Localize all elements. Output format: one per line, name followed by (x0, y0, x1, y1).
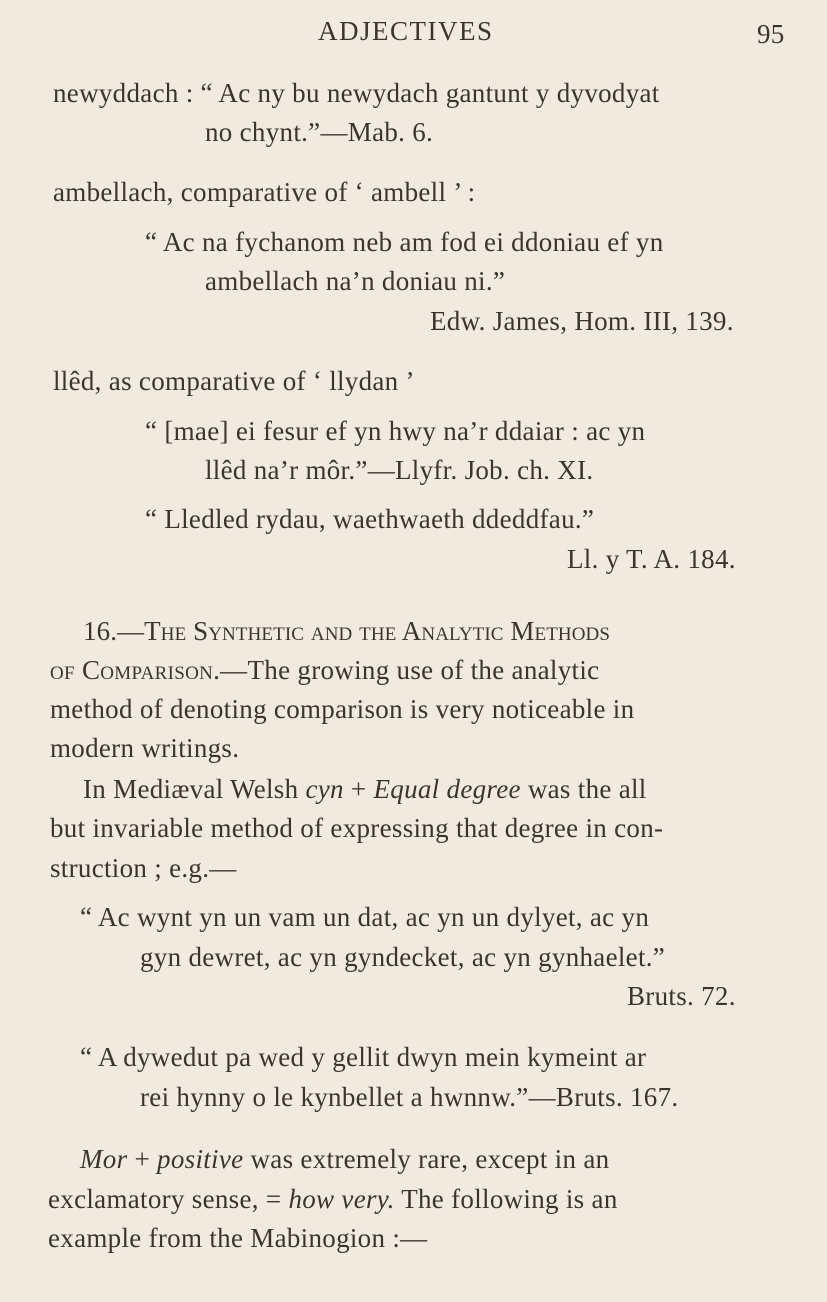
running-title: ADJECTIVES (318, 16, 494, 46)
bruts-quote1-line2: gyn dewret, ac yn gyndecket, ac yn gynhaelet.” (140, 942, 666, 972)
entry-lled-quote1-line2: llêd na’r môr.”—Llyfr. Job. ch. XI. (205, 455, 594, 485)
bruts-quote2-line1: “ A dywedut pa wed y gellit dwyn mein kymeint ar (80, 1042, 647, 1072)
para2-text-c: was the all (520, 774, 647, 804)
entry-lled-quote2-citation: Ll. y T. A. 184. (567, 544, 736, 574)
page-number: 95 (757, 19, 785, 49)
para3-plus: + (127, 1144, 158, 1174)
entry-ambellach-head: ambellach, comparative of ‘ ambell ’ : (53, 177, 476, 207)
section-16-heading-cont: of Comparison. (50, 655, 221, 685)
bruts-quote1-citation: Bruts. 72. (627, 981, 736, 1011)
entry-newyddach-line1: newyddach : “ Ac ny bu newydach gantunt y dyvodyat (53, 78, 660, 108)
section-16-para1-line2: method of denoting comparison is very noticeable in (50, 694, 635, 724)
bruts-quote1-line1: “ Ac wynt yn un vam un dat, ac yn un dylyet, ac yn (80, 902, 650, 932)
para2-text-a: In Mediæval Welsh (83, 774, 306, 804)
section-16-para3-line1 (80, 1142, 609, 1176)
para3-term-positive: positive (157, 1144, 244, 1174)
para2-term-cyn: cyn (305, 774, 344, 804)
section-16-para3-line2 (48, 1182, 618, 1216)
entry-lled-quote2-line1: “ Lledled rydau, waethwaeth ddeddfau.” (145, 504, 595, 534)
section-16-para2-line3: struction ; e.g.— (50, 853, 237, 883)
para2-plus: + (343, 774, 374, 804)
para3-term-how-very: how very. (288, 1184, 395, 1214)
section-16-para2-line1 (83, 772, 647, 806)
section-16-para1-line3: modern writings. (50, 733, 240, 763)
entry-ambellach-quote-line1: “ Ac na fychanom neb am fod ei ddoniau ef yn (145, 227, 664, 257)
para3-term-mor: Mor (80, 1144, 128, 1174)
entry-lled-quote1-line1: “ [mae] ei fesur ef yn hwy na’r ddaiar : ac yn (145, 416, 646, 446)
section-16-line2-text: —The growing use of the analytic (220, 655, 600, 685)
para3-text-a2: exclamatory sense, = (48, 1184, 289, 1214)
section-16-para3-line3: example from the Mabinogion :— (48, 1223, 428, 1253)
entry-lled-head: llêd, as comparative of ‘ llydan ’ (53, 366, 415, 396)
bruts-quote2-line2: rei hynny o le kynbellet a hwnnw.”—Bruts. 167. (140, 1082, 679, 1112)
para2-term-equal-degree: Equal degree (373, 774, 521, 804)
entry-newyddach-line2: no chynt.”—Mab. 6. (205, 117, 434, 147)
entry-ambellach-citation: Edw. James, Hom. III, 139. (430, 306, 734, 336)
section-16-para2-line2: but invariable method of expressing that degree in con- (50, 813, 664, 843)
section-16-heading: 16.—The Synthetic and the Analytic Methods (83, 616, 611, 646)
entry-ambellach-quote-line2: ambellach na’n doniau ni.” (205, 266, 506, 296)
para3-text-b2: The following is an (394, 1184, 618, 1214)
para3-text-b: was extremely rare, except in an (243, 1144, 610, 1174)
section-16-line2 (50, 653, 599, 687)
